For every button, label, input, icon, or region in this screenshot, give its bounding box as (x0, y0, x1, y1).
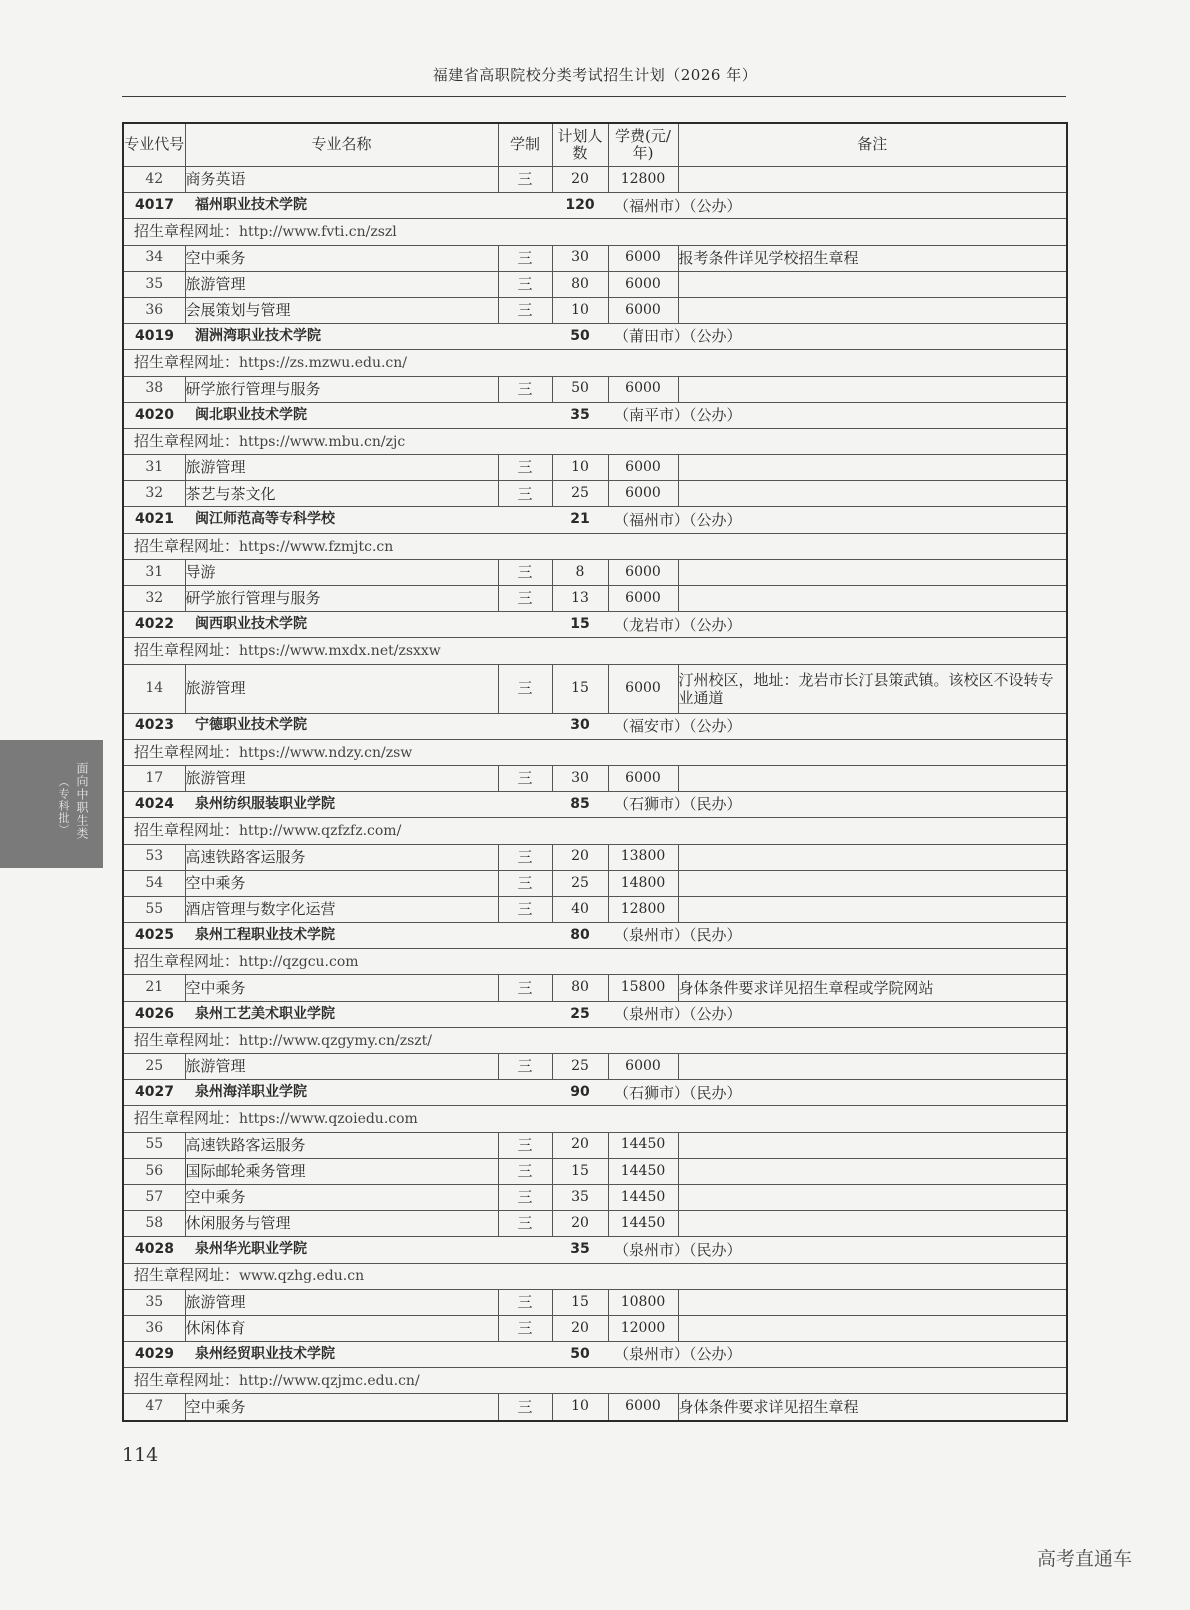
major-name: 旅游管理 (185, 1054, 498, 1080)
institution-code: 4022 (123, 612, 185, 638)
major-fee: 14450 (608, 1184, 678, 1210)
page-header-title: 福建省高职院校分类考试招生计划（2026 年） (432, 66, 758, 84)
major-system: 三 (498, 975, 552, 1001)
institution-row (123, 507, 1067, 533)
major-row (123, 586, 1067, 612)
major-system: 三 (498, 1054, 552, 1080)
major-code: 36 (123, 297, 185, 323)
major-fee: 14450 (608, 1132, 678, 1158)
major-name: 酒店管理与数字化运营 (185, 896, 498, 922)
major-fee: 6000 (608, 664, 678, 713)
url-label: 招生章程网址： (134, 1371, 240, 1390)
institution-quota: 35 (552, 1237, 608, 1263)
url-label: 招生章程网址： (134, 1266, 240, 1285)
institution-url-row (123, 638, 1067, 664)
major-fee: 6000 (608, 271, 678, 297)
major-quota: 20 (552, 167, 608, 193)
institution-quota: 50 (552, 324, 608, 350)
major-name: 空中乘务 (185, 245, 498, 271)
major-system: 三 (498, 765, 552, 791)
watermark-text: 高考直通车 (1036, 1548, 1132, 1570)
institution-name: 泉州海洋职业学院 (185, 1080, 552, 1106)
major-name: 旅游管理 (185, 271, 498, 297)
major-code: 32 (123, 586, 185, 612)
major-name: 旅游管理 (185, 455, 498, 481)
major-fee: 6000 (608, 376, 678, 402)
major-code: 53 (123, 844, 185, 870)
major-note (678, 896, 1067, 922)
major-name: 会展策划与管理 (185, 297, 498, 323)
major-row (123, 455, 1067, 481)
page-number: 114 (122, 1444, 159, 1466)
institution-row (123, 324, 1067, 350)
table-body (123, 167, 1067, 1421)
institution-name: 泉州华光职业学院 (185, 1237, 552, 1263)
major-system: 三 (498, 870, 552, 896)
major-quota: 30 (552, 245, 608, 271)
major-name: 导游 (185, 559, 498, 585)
major-note (678, 765, 1067, 791)
major-fee: 6000 (608, 455, 678, 481)
major-code: 21 (123, 975, 185, 1001)
header-system: 学制 (498, 123, 552, 167)
major-row (123, 245, 1067, 271)
institution-name: 闽江师范高等专科学校 (185, 507, 552, 533)
institution-location: （南平市）（公办） (608, 402, 1067, 428)
major-fee: 6000 (608, 586, 678, 612)
institution-name: 宁德职业技术学院 (185, 713, 552, 739)
major-note: 汀州校区，地址：龙岩市长汀县策武镇。该校区不设转专业通道 (678, 664, 1067, 713)
major-note (678, 870, 1067, 896)
major-fee: 6000 (608, 559, 678, 585)
url-label: 招生章程网址： (134, 821, 240, 840)
institution-url-cell (123, 533, 1067, 559)
institution-name: 闽北职业技术学院 (185, 402, 552, 428)
institution-location: （石狮市）（民办） (608, 792, 1067, 818)
major-system: 三 (498, 481, 552, 507)
major-row (123, 896, 1067, 922)
header-fee: 学费(元/年) (608, 123, 678, 167)
institution-url-cell (123, 739, 1067, 765)
major-quota: 25 (552, 1054, 608, 1080)
major-code: 57 (123, 1184, 185, 1210)
major-note: 报考条件详见学校招生章程 (678, 245, 1067, 271)
institution-url-row (123, 1106, 1067, 1132)
major-row (123, 1132, 1067, 1158)
major-name: 茶艺与茶文化 (185, 481, 498, 507)
header-name: 专业名称 (185, 123, 498, 167)
major-code: 42 (123, 167, 185, 193)
institution-row (123, 1342, 1067, 1368)
major-note (678, 297, 1067, 323)
major-row (123, 297, 1067, 323)
major-system: 三 (498, 455, 552, 481)
url-label: 招生章程网址： (134, 353, 240, 372)
institution-row (123, 713, 1067, 739)
institution-code: 4019 (123, 324, 185, 350)
major-name: 空中乘务 (185, 1394, 498, 1421)
institution-name: 泉州工艺美术职业学院 (185, 1001, 552, 1027)
institution-url-cell (123, 1368, 1067, 1394)
url-label: 招生章程网址： (134, 742, 240, 761)
institution-url-link[interactable]: https://www.fzmjtc.cn (239, 538, 394, 555)
institution-location: （泉州市）（民办） (608, 923, 1067, 949)
major-row (123, 975, 1067, 1001)
url-label: 招生章程网址： (134, 1109, 240, 1128)
major-note (678, 844, 1067, 870)
major-fee: 6000 (608, 1054, 678, 1080)
url-label: 招生章程网址： (134, 222, 240, 241)
institution-url-link[interactable]: https://www.ndzy.cn/zsw (239, 744, 413, 761)
institution-row (123, 402, 1067, 428)
major-note (678, 559, 1067, 585)
major-fee: 14450 (608, 1211, 678, 1237)
major-row (123, 765, 1067, 791)
major-row (123, 1394, 1067, 1421)
institution-quota: 50 (552, 1342, 608, 1368)
institution-code: 4024 (123, 792, 185, 818)
major-fee: 12000 (608, 1315, 678, 1341)
major-code: 54 (123, 870, 185, 896)
major-quota: 10 (552, 1394, 608, 1421)
url-label: 招生章程网址： (134, 536, 240, 555)
major-code: 31 (123, 559, 185, 585)
major-quota: 35 (552, 1184, 608, 1210)
institution-code: 4026 (123, 1001, 185, 1027)
institution-row (123, 193, 1067, 219)
major-fee: 12800 (608, 896, 678, 922)
institution-quota: 30 (552, 713, 608, 739)
major-system: 三 (498, 1394, 552, 1421)
institution-location: （莆田市）（公办） (608, 324, 1067, 350)
institution-url-row (123, 1368, 1067, 1394)
header-quota: 计划人数 (552, 123, 608, 167)
major-fee: 6000 (608, 245, 678, 271)
major-quota: 20 (552, 1211, 608, 1237)
major-system: 三 (498, 167, 552, 193)
major-row (123, 1158, 1067, 1184)
institution-url-link[interactable]: http://www.qzfzfz.com/ (239, 823, 402, 840)
major-system: 三 (498, 844, 552, 870)
major-quota: 25 (552, 870, 608, 896)
institution-location: （福州市）（公办） (608, 507, 1067, 533)
institution-quota: 120 (552, 193, 608, 219)
header-note: 备注 (678, 123, 1067, 167)
major-system: 三 (498, 1211, 552, 1237)
major-system: 三 (498, 1315, 552, 1341)
institution-url-row (123, 1263, 1067, 1289)
major-row (123, 664, 1067, 713)
major-row (123, 1211, 1067, 1237)
institution-name: 湄洲湾职业技术学院 (185, 324, 552, 350)
major-code: 32 (123, 481, 185, 507)
major-code: 25 (123, 1054, 185, 1080)
institution-url-link[interactable]: http://www.qzjmc.edu.cn/ (239, 1373, 420, 1390)
url-label: 招生章程网址： (134, 641, 240, 660)
institution-url-row (123, 1027, 1067, 1053)
major-fee: 6000 (608, 481, 678, 507)
header-divider (122, 96, 1066, 97)
major-name: 旅游管理 (185, 664, 498, 713)
major-code: 14 (123, 664, 185, 713)
major-code: 56 (123, 1158, 185, 1184)
major-note (678, 586, 1067, 612)
major-note (678, 1158, 1067, 1184)
institution-url-cell (123, 1263, 1067, 1289)
major-row (123, 1054, 1067, 1080)
major-code: 47 (123, 1394, 185, 1421)
major-quota: 13 (552, 586, 608, 612)
institution-url-link[interactable]: http://www.qzgymy.cn/zszt/ (239, 1032, 432, 1049)
major-note (678, 1315, 1067, 1341)
institution-location: （福安市）（公办） (608, 713, 1067, 739)
major-code: 58 (123, 1211, 185, 1237)
side-tab-sublabel: （专科批） (57, 776, 70, 836)
major-row (123, 1289, 1067, 1315)
institution-url-row (123, 739, 1067, 765)
major-note: 身体条件要求详见招生章程或学院网站 (678, 975, 1067, 1001)
major-note (678, 1054, 1067, 1080)
major-quota: 15 (552, 664, 608, 713)
institution-quota: 90 (552, 1080, 608, 1106)
institution-url-cell (123, 350, 1067, 376)
institution-code: 4027 (123, 1080, 185, 1106)
major-row (123, 271, 1067, 297)
institution-url-link[interactable]: https://zs.mzwu.edu.cn/ (239, 355, 407, 372)
major-system: 三 (498, 297, 552, 323)
major-system: 三 (498, 664, 552, 713)
institution-url-link[interactable]: https://www.qzoiedu.com (239, 1111, 418, 1128)
institution-name: 泉州经贸职业技术学院 (185, 1342, 552, 1368)
institution-code: 4020 (123, 402, 185, 428)
major-row (123, 167, 1067, 193)
major-fee: 13800 (608, 844, 678, 870)
major-name: 旅游管理 (185, 1289, 498, 1315)
major-row (123, 559, 1067, 585)
major-system: 三 (498, 1158, 552, 1184)
major-system: 三 (498, 1132, 552, 1158)
major-row (123, 481, 1067, 507)
major-system: 三 (498, 1184, 552, 1210)
major-quota: 15 (552, 1289, 608, 1315)
institution-row (123, 792, 1067, 818)
major-name: 研学旅行管理与服务 (185, 376, 498, 402)
major-code: 35 (123, 271, 185, 297)
major-note (678, 1184, 1067, 1210)
major-name: 国际邮轮乘务管理 (185, 1158, 498, 1184)
institution-url-cell (123, 1027, 1067, 1053)
institution-location: （福州市）（公办） (608, 193, 1067, 219)
major-note (678, 455, 1067, 481)
institution-url-row (123, 949, 1067, 975)
institution-quota: 15 (552, 612, 608, 638)
major-code: 38 (123, 376, 185, 402)
major-fee: 6000 (608, 1394, 678, 1421)
institution-quota: 21 (552, 507, 608, 533)
major-name: 研学旅行管理与服务 (185, 586, 498, 612)
url-label: 招生章程网址： (134, 1030, 240, 1049)
major-system: 三 (498, 245, 552, 271)
major-row (123, 870, 1067, 896)
institution-location: （泉州市）（民办） (608, 1237, 1067, 1263)
major-note (678, 1132, 1067, 1158)
institution-url-row (123, 533, 1067, 559)
major-quota: 80 (552, 975, 608, 1001)
institution-code: 4021 (123, 507, 185, 533)
institution-code: 4025 (123, 923, 185, 949)
enrollment-plan-table (122, 122, 1068, 1422)
institution-name: 福州职业技术学院 (185, 193, 552, 219)
major-quota: 10 (552, 297, 608, 323)
major-note: 身体条件要求详见招生章程 (678, 1394, 1067, 1421)
major-note (678, 271, 1067, 297)
major-name: 高速铁路客运服务 (185, 844, 498, 870)
major-system: 三 (498, 1289, 552, 1315)
section-side-tab (0, 740, 103, 868)
institution-location: （石狮市）（民办） (608, 1080, 1067, 1106)
major-system: 三 (498, 559, 552, 585)
major-fee: 15800 (608, 975, 678, 1001)
major-code: 31 (123, 455, 185, 481)
major-fee: 10800 (608, 1289, 678, 1315)
institution-name: 闽西职业技术学院 (185, 612, 552, 638)
institution-url-link[interactable]: http://www.fvti.cn/zszl (239, 224, 397, 241)
major-quota: 25 (552, 481, 608, 507)
institution-url-row (123, 350, 1067, 376)
institution-code: 4028 (123, 1237, 185, 1263)
major-code: 55 (123, 1132, 185, 1158)
institution-url-cell (123, 219, 1067, 245)
institution-url-link[interactable]: https://www.mxdx.net/zsxxw (239, 643, 441, 660)
major-system: 三 (498, 376, 552, 402)
major-fee: 6000 (608, 765, 678, 791)
major-row (123, 844, 1067, 870)
major-note (678, 1211, 1067, 1237)
major-system: 三 (498, 896, 552, 922)
institution-url-link[interactable]: https://www.mbu.cn/zjc (239, 433, 406, 450)
institution-location: （泉州市）（公办） (608, 1342, 1067, 1368)
institution-code: 4029 (123, 1342, 185, 1368)
institution-code: 4017 (123, 193, 185, 219)
institution-location: （龙岩市）（公办） (608, 612, 1067, 638)
institution-url-row (123, 219, 1067, 245)
side-tab-label: 面向中职生类 (75, 762, 89, 840)
institution-url-link[interactable]: http://qzgcu.com (239, 954, 359, 971)
major-quota: 10 (552, 455, 608, 481)
institution-quota: 85 (552, 792, 608, 818)
major-fee: 12800 (608, 167, 678, 193)
major-quota: 20 (552, 1315, 608, 1341)
major-name: 高速铁路客运服务 (185, 1132, 498, 1158)
institution-code: 4023 (123, 713, 185, 739)
major-fee: 6000 (608, 297, 678, 323)
major-code: 34 (123, 245, 185, 271)
major-row (123, 1184, 1067, 1210)
institution-url-row (123, 428, 1067, 454)
major-name: 空中乘务 (185, 870, 498, 896)
institution-name: 泉州工程职业技术学院 (185, 923, 552, 949)
institution-url-cell (123, 818, 1067, 844)
header-code: 专业代号 (123, 123, 185, 167)
major-quota: 20 (552, 1132, 608, 1158)
institution-row (123, 612, 1067, 638)
major-quota: 15 (552, 1158, 608, 1184)
institution-quota: 80 (552, 923, 608, 949)
major-code: 35 (123, 1289, 185, 1315)
major-name: 空中乘务 (185, 975, 498, 1001)
institution-url-cell (123, 638, 1067, 664)
major-note (678, 167, 1067, 193)
major-name: 旅游管理 (185, 765, 498, 791)
major-quota: 40 (552, 896, 608, 922)
institution-quota: 25 (552, 1001, 608, 1027)
url-label: 招生章程网址： (134, 952, 240, 971)
url-label: 招生章程网址： (134, 431, 240, 450)
major-quota: 30 (552, 765, 608, 791)
major-quota: 20 (552, 844, 608, 870)
major-note (678, 481, 1067, 507)
major-fee: 14450 (608, 1158, 678, 1184)
major-code: 17 (123, 765, 185, 791)
institution-url-cell (123, 428, 1067, 454)
institution-row (123, 1237, 1067, 1263)
institution-url-row (123, 818, 1067, 844)
major-note (678, 1289, 1067, 1315)
institution-url-cell (123, 949, 1067, 975)
major-row (123, 1315, 1067, 1341)
institution-location: （泉州市）（公办） (608, 1001, 1067, 1027)
institution-row (123, 1080, 1067, 1106)
major-row (123, 376, 1067, 402)
major-name: 休闲体育 (185, 1315, 498, 1341)
major-note (678, 376, 1067, 402)
institution-url-link[interactable]: www.qzhg.edu.cn (239, 1268, 365, 1285)
major-quota: 50 (552, 376, 608, 402)
major-code: 36 (123, 1315, 185, 1341)
institution-name: 泉州纺织服装职业学院 (185, 792, 552, 818)
major-quota: 80 (552, 271, 608, 297)
institution-row (123, 923, 1067, 949)
institution-url-cell (123, 1106, 1067, 1132)
major-name: 休闲服务与管理 (185, 1211, 498, 1237)
institution-quota: 35 (552, 402, 608, 428)
major-fee: 14800 (608, 870, 678, 896)
major-quota: 8 (552, 559, 608, 585)
major-name: 空中乘务 (185, 1184, 498, 1210)
major-name: 商务英语 (185, 167, 498, 193)
major-system: 三 (498, 271, 552, 297)
institution-row (123, 1001, 1067, 1027)
table-header-row (123, 123, 1067, 167)
major-system: 三 (498, 586, 552, 612)
major-code: 55 (123, 896, 185, 922)
